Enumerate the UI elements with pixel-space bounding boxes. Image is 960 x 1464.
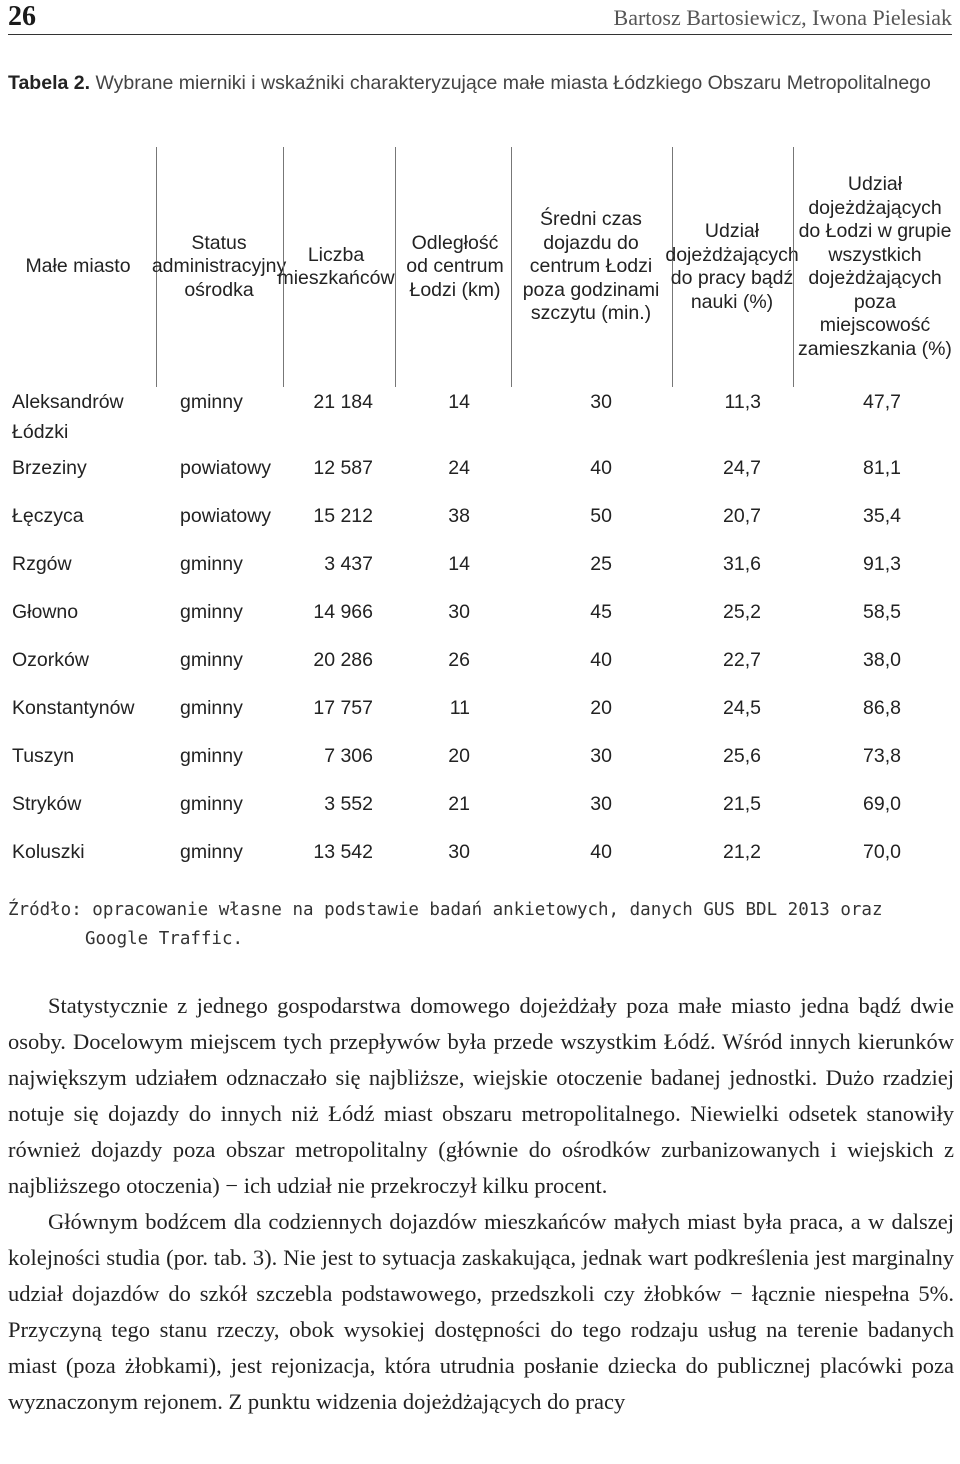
header-distance: Odległość od centrum Łodzi (km) — [406, 231, 504, 301]
cell-distance: 14 — [448, 391, 470, 413]
cell-population: 17 757 — [313, 697, 373, 719]
cell-population: 21 184 — [313, 391, 373, 413]
cell-status: gminny — [180, 745, 243, 767]
cell-travel-time: 20 — [590, 697, 612, 719]
cell-distance: 20 — [448, 745, 470, 767]
header-status: Status administracyjny ośrodka — [151, 231, 287, 301]
cell-commuter-share: 24,5 — [723, 697, 761, 719]
table-title: Wybrane mierniki i wskaźniki charakteryzujące małe miasta Łódzkiego Obszaru Metropolitalnego — [95, 72, 931, 94]
cell-travel-time: 40 — [590, 457, 612, 479]
cell-status: gminny — [180, 793, 243, 815]
cell-population: 15 212 — [313, 505, 373, 527]
cell-population: 20 286 — [313, 649, 373, 671]
cell-travel-time: 25 — [590, 553, 612, 575]
cell-travel-time: 50 — [590, 505, 612, 527]
cell-status: gminny — [180, 391, 243, 413]
header-town: Małe miasto — [25, 255, 131, 278]
cell-commuter-share: 25,2 — [723, 601, 761, 623]
cell-status: gminny — [180, 841, 243, 863]
page-header — [8, 0, 952, 35]
cell-town: Brzeziny — [12, 457, 87, 479]
column-divider — [395, 147, 396, 387]
cell-commuter-share: 20,7 — [723, 505, 761, 527]
source-note: Źródło: opracowanie własne na podstawie badań ankietowych, danych GUS BDL 2013 oraz Google Traffic. — [8, 900, 883, 949]
cell-town: Głowno — [12, 601, 79, 623]
cell-population: 7 306 — [324, 745, 373, 767]
cell-lodz-share: 81,1 — [863, 457, 901, 479]
cell-commuter-share: 21,2 — [723, 841, 761, 863]
cell-population: 12 587 — [313, 457, 373, 479]
cell-population: 3 437 — [324, 553, 373, 575]
table-caption — [8, 70, 948, 97]
cell-town: Łęczyca — [12, 505, 84, 527]
cell-distance: 26 — [448, 649, 470, 671]
cell-lodz-share: 47,7 — [863, 391, 901, 413]
cell-status: gminny — [180, 697, 243, 719]
paragraph: Głównym bodźcem dla codziennych dojazdów mieszkańców małych miast była praca, a w dalszej kolejności studia (por. tab. 3). Nie jest to sytuacja zaskakująca, jednak wart podkreślenia jest marginalny udział dojazdów do szkół szczebla podstawowego, przedszkoli czy żłobków − łącznie niespełna 5%. Przyczyną tego stanu rzeczy, obok wysokiej dostępności do tego rodzaju usług na terenie badanych miast (poza żłobkami), jest rejonizacja, która utrudnia posłanie dziecka do publicznej placówki poza wyznaczonym rejonem. Z punktu widzenia dojeżdżających do pracy — [8, 1209, 954, 1414]
cell-status: gminny — [180, 553, 243, 575]
header-commuter-share: Udział dojeżdżających do pracy bądź nauki (%) — [665, 220, 799, 313]
cell-lodz-share: 91,3 — [863, 553, 901, 575]
cell-town: Konstantynów — [12, 697, 135, 719]
cell-town: Tuszyn — [12, 745, 75, 767]
cell-travel-time: 45 — [590, 601, 612, 623]
cell-population: 3 552 — [324, 793, 373, 815]
cell-commuter-share: 24,7 — [723, 457, 761, 479]
cell-travel-time: 40 — [590, 649, 612, 671]
cell-distance: 30 — [448, 601, 470, 623]
header-population: Liczba mieszkańców — [277, 243, 395, 289]
cell-status: powiatowy — [180, 505, 272, 527]
cell-population: 13 542 — [313, 841, 373, 863]
cell-town: Aleksandrów Łódzki — [12, 391, 124, 443]
cell-town: Koluszki — [12, 841, 85, 863]
cell-town: Ozorków — [12, 649, 89, 671]
header-travel-time: Średni czas dojazdu do centrum Łodzi poza godzinami szczytu (min.) — [522, 208, 660, 325]
cell-town: Stryków — [12, 793, 82, 815]
page-number: 26 — [8, 1, 36, 32]
table-label: Tabela 2. — [8, 72, 91, 94]
cell-commuter-share: 22,7 — [723, 649, 761, 671]
cell-commuter-share: 31,6 — [723, 553, 761, 575]
cell-distance: 14 — [448, 553, 470, 575]
body-text — [8, 988, 954, 1420]
cell-travel-time: 30 — [590, 745, 612, 767]
cell-lodz-share: 38,0 — [863, 649, 901, 671]
cell-status: powiatowy — [180, 457, 272, 479]
cell-status: gminny — [180, 601, 243, 623]
cell-distance: 11 — [449, 697, 470, 719]
cell-status: gminny — [180, 649, 243, 671]
cell-travel-time: 30 — [590, 793, 612, 815]
cell-distance: 38 — [448, 505, 470, 527]
cell-lodz-share: 35,4 — [863, 505, 901, 527]
header-lodz-share: Udział dojeżdżających do Łodzi w grupie wszystkich dojeżdżających poza miejscowość zamieszkania (%) — [798, 173, 952, 360]
paragraph: Statystycznie z jednego gospodarstwa domowego dojeżdżały poza małe miasto jedna bądź dwie osoby. Docelowym miejscem tych przepływów była przede wszystkim Łódź. Wśród innych kierunków największym udziałem odznaczało się najbliższe, wiejskie otoczenie badanej jednostki. Dużo rzadziej notuje się dojazdy do innych niż Łódź miast obszaru metropolitalnego. Niewielki odsetek stanowiły również dojazdy poza obszar metropolitalny (głównie do ośrodków zurbanizowanych i wiejskich z najbliższego otoczenia) − ich udział nie przekroczył kilku procent. — [8, 993, 954, 1198]
cell-commuter-share: 25,6 — [723, 745, 761, 767]
cell-distance: 24 — [448, 457, 470, 479]
column-divider — [511, 147, 512, 387]
cell-lodz-share: 70,0 — [863, 841, 901, 863]
cell-lodz-share: 69,0 — [863, 793, 901, 815]
cell-town: Rzgów — [12, 553, 72, 575]
column-divider — [793, 147, 794, 387]
cell-distance: 30 — [448, 841, 470, 863]
cell-population: 14 966 — [313, 601, 373, 623]
cell-lodz-share: 58,5 — [863, 601, 901, 623]
cell-lodz-share: 86,8 — [863, 697, 901, 719]
cell-commuter-share: 21,5 — [723, 793, 761, 815]
running-head: Bartosz Bartosiewicz, Iwona Pielesiak — [613, 5, 952, 30]
cell-lodz-share: 73,8 — [863, 745, 901, 767]
cell-travel-time: 40 — [590, 841, 612, 863]
cell-distance: 21 — [448, 793, 470, 815]
cell-travel-time: 30 — [590, 391, 612, 413]
cell-commuter-share: 11,3 — [724, 391, 761, 413]
